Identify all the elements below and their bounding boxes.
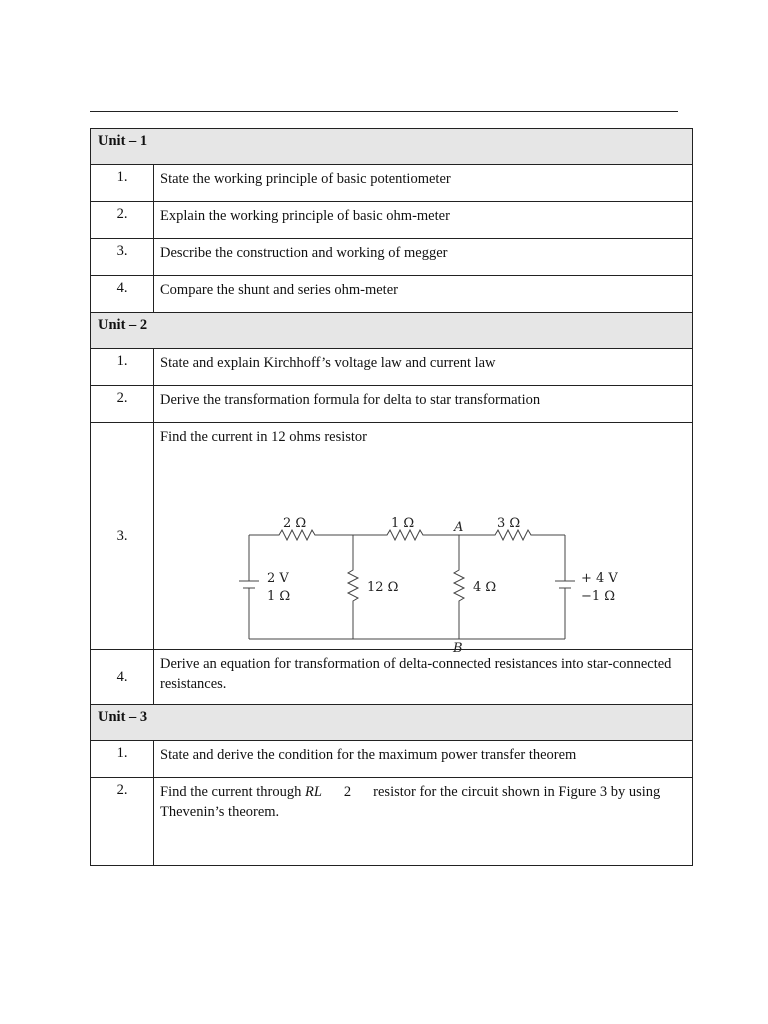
question-row: [91, 386, 693, 423]
question-number: 2.: [91, 386, 154, 423]
question-row: [91, 778, 693, 866]
question-row: [91, 276, 693, 313]
label-src-left-r: 1 Ω: [267, 589, 291, 604]
question-text: Explain the working principle of basic ohm-meter: [154, 202, 693, 239]
question-number: 1.: [91, 741, 154, 778]
question-number: 1.: [91, 349, 154, 386]
label-r-top-right: 3 Ω: [497, 516, 521, 531]
question-number: 3.: [91, 423, 154, 650]
question-row: [91, 741, 693, 778]
label-node-a: A: [454, 520, 464, 535]
question-text-start: Find the current through: [160, 784, 305, 800]
question-number: 4.: [91, 650, 154, 705]
question-text: State and derive the condition for the maximum power transfer theorem: [154, 741, 693, 778]
question-text: Compare the shunt and series ohm-meter: [154, 276, 693, 313]
question-number: 1.: [91, 165, 154, 202]
unit-header: [91, 705, 693, 741]
question-cell: [154, 423, 693, 656]
header-rule: [90, 111, 678, 112]
rl-symbol: RL: [304, 784, 322, 800]
question-row: [91, 239, 693, 276]
wire-top: [249, 530, 565, 540]
unit-header: [91, 129, 693, 165]
label-src-left-v: 2 V: [267, 571, 289, 586]
unit-title: Unit – 2: [91, 313, 693, 349]
question-number: 2.: [91, 778, 154, 866]
question-text: Describe the construction and working of megger: [154, 239, 693, 276]
resistor-4-ohm: [454, 535, 464, 639]
question-number: 4.: [91, 276, 154, 313]
question-number: 2.: [91, 202, 154, 239]
question-text: State the working principle of basic potentiometer: [154, 165, 693, 202]
question-text: Derive the transformation formula for delta to star transformation: [154, 386, 693, 423]
label-r-top-mid: 1 Ω: [391, 516, 415, 531]
label-node-b: B: [453, 641, 463, 656]
unit-title: Unit – 1: [91, 129, 693, 165]
label-src-right-r: −1 Ω: [581, 589, 616, 604]
branch-right: [555, 535, 575, 639]
circuit-diagram: [237, 503, 637, 656]
branch-left: [239, 535, 259, 639]
question-text: State and explain Kirchhoff’s voltage law and current law: [154, 349, 693, 386]
question-text: Find the current in 12 ohms resistor: [160, 429, 368, 445]
label-src-right-v: + 4 V: [581, 571, 618, 586]
label-r-mid: 12 Ω: [367, 580, 399, 595]
unit-title: Unit – 3: [91, 705, 693, 741]
question-row: [91, 202, 693, 239]
question-text: Derive an equation for transformation of delta-connected resistances into star-connected resistances.: [154, 650, 693, 705]
label-r-top-left: 2 Ω: [283, 516, 307, 531]
question-row: [91, 165, 693, 202]
question-text-end: resistor for the circuit shown in Figure 3 by using Thevenin’s theorem.: [160, 784, 661, 820]
question-table: [90, 128, 693, 866]
question-row: [91, 423, 693, 650]
question-row: [91, 650, 693, 705]
question-text: [154, 778, 693, 866]
unit-header: [91, 313, 693, 349]
rl-value: 2: [343, 784, 352, 800]
question-row: [91, 349, 693, 386]
label-r-right: 4 Ω: [473, 580, 497, 595]
resistor-12-ohm: [348, 535, 358, 639]
question-number: 3.: [91, 239, 154, 276]
